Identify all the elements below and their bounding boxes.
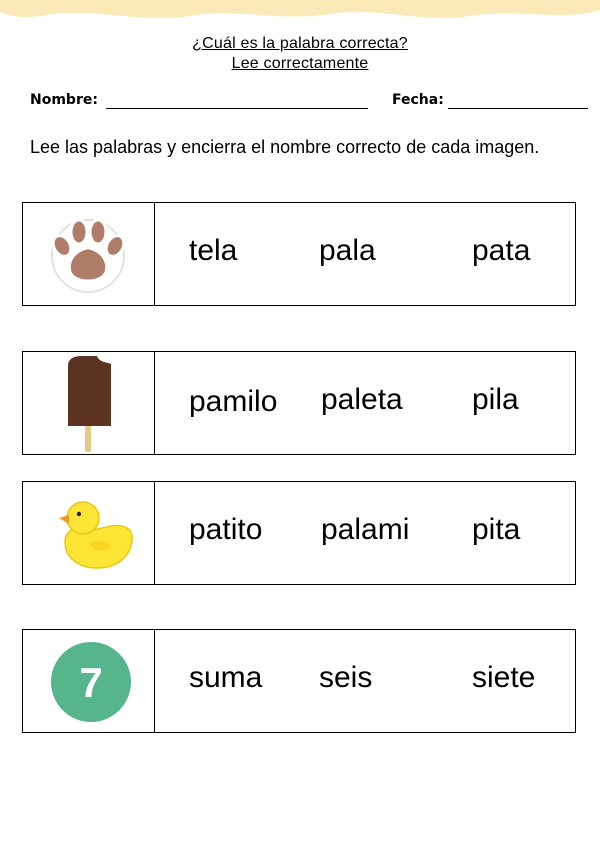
page-subtitle: Lee correctamente — [231, 55, 369, 72]
exercise-row — [22, 481, 576, 585]
word-option[interactable]: paleta — [321, 383, 403, 416]
name-label: Nombre: — [30, 92, 98, 108]
popsicle-icon — [23, 352, 154, 454]
word-option[interactable]: siete — [472, 661, 536, 694]
instructions: Lee las palabras y encierra el nombre correcto de cada imagen. — [30, 137, 540, 157]
word-option[interactable]: pamilo — [189, 385, 278, 418]
word-option[interactable]: seis — [319, 661, 373, 694]
svg-text:7: 7 — [79, 659, 103, 706]
duck-icon — [23, 482, 154, 584]
word-option[interactable]: pala — [319, 234, 376, 267]
image-cell — [23, 352, 155, 454]
word-option[interactable]: pata — [472, 234, 531, 267]
word-option[interactable]: suma — [189, 661, 263, 694]
paw-print-icon — [23, 203, 154, 305]
student-info-row — [30, 92, 590, 114]
decorative-wave-banner — [0, 0, 600, 26]
image-cell — [23, 630, 155, 732]
word-option[interactable]: palami — [321, 513, 410, 546]
exercise-row — [22, 202, 576, 306]
word-option[interactable]: patito — [189, 513, 263, 546]
name-field[interactable] — [106, 108, 368, 109]
image-cell — [23, 203, 155, 305]
word-option[interactable]: pita — [472, 513, 521, 546]
exercise-row — [22, 351, 576, 455]
image-cell — [23, 482, 155, 584]
word-option[interactable]: pila — [472, 383, 519, 416]
number-seven-circle-icon — [23, 630, 154, 732]
word-option[interactable]: tela — [189, 234, 238, 267]
date-label: Fecha: — [392, 92, 444, 108]
page-title: ¿Cuál es la palabra correcta? — [192, 35, 408, 52]
exercise-row — [22, 629, 576, 733]
date-field[interactable] — [448, 108, 588, 109]
